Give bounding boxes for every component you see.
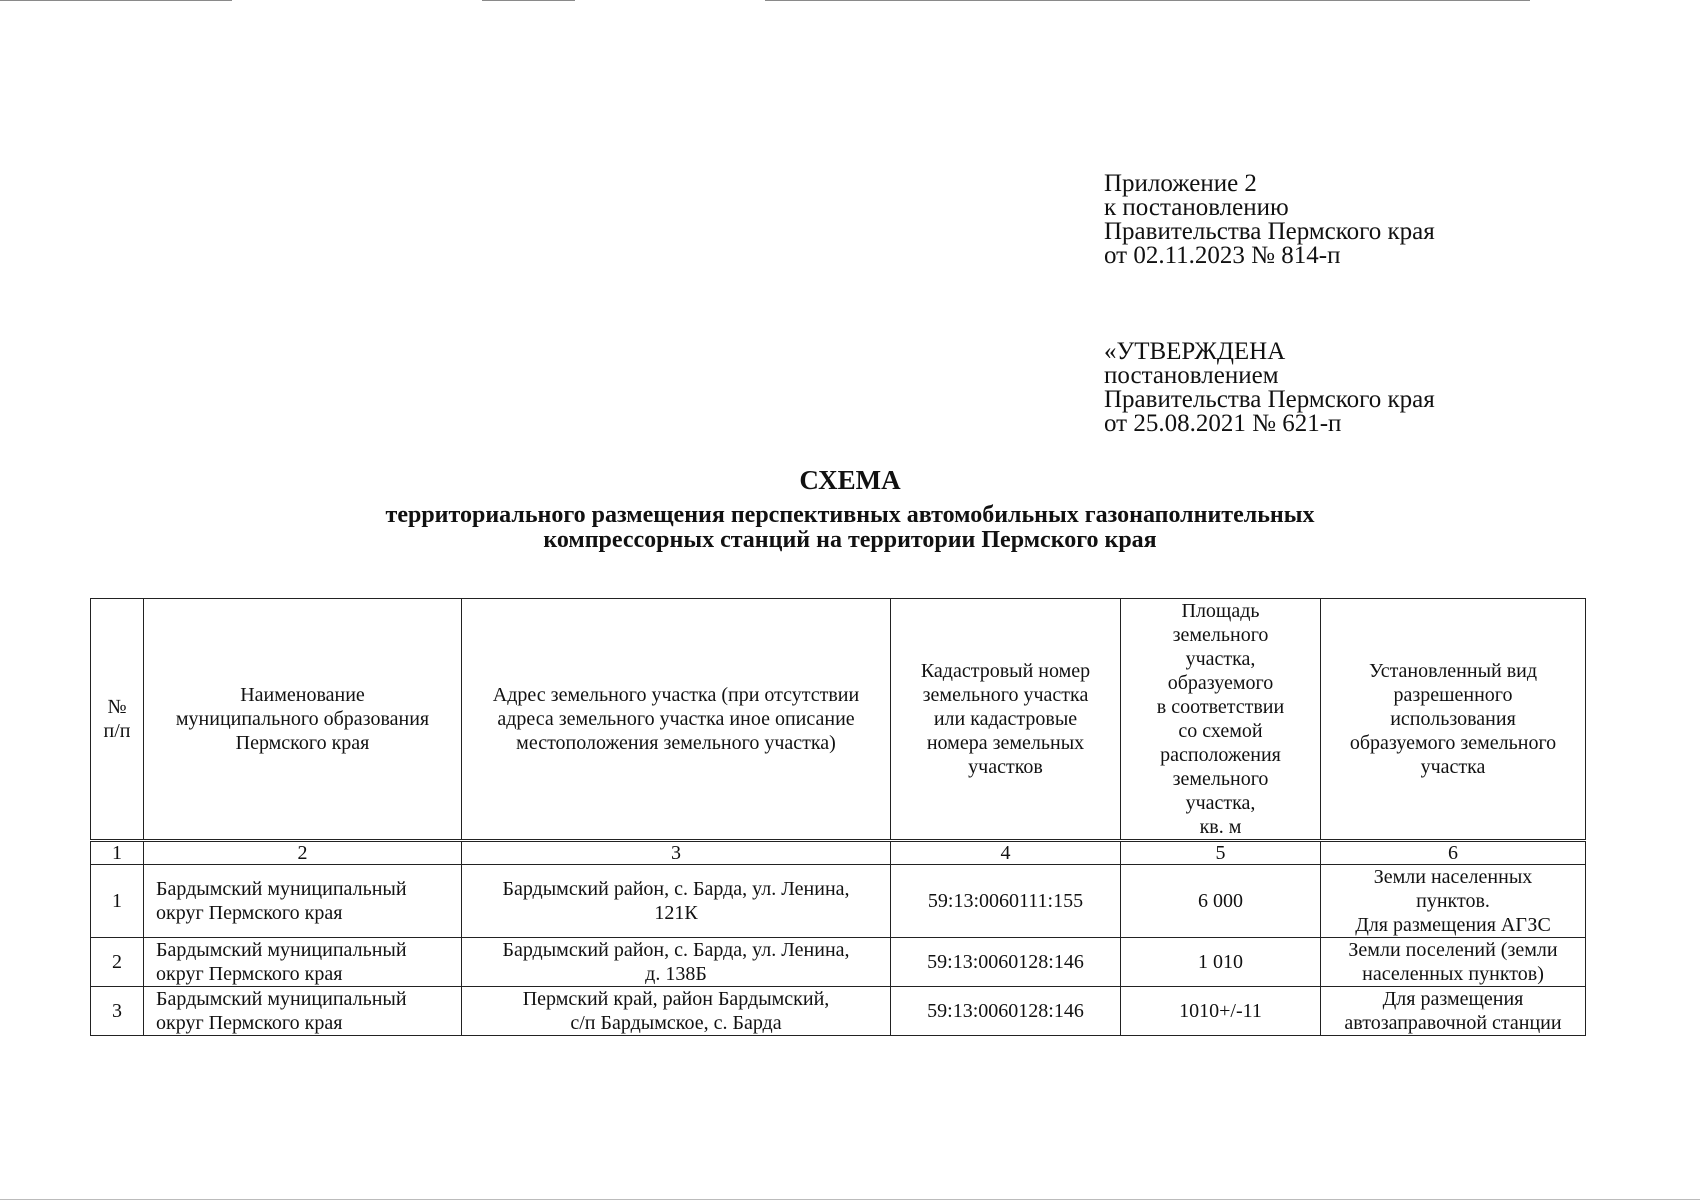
appendix-reference bbox=[1104, 172, 1435, 268]
row-municipality: Бардымский муниципальный округ Пермского края bbox=[144, 865, 462, 938]
column-number: 1 bbox=[91, 841, 144, 865]
header-usage: Установленный вид разрешенного использования образуемого земельного участка bbox=[1321, 599, 1586, 841]
row-usage: Для размещения автозаправочной станции bbox=[1321, 987, 1586, 1036]
header-municipality: Наименование муниципального образования Пермского края bbox=[144, 599, 462, 841]
scan-edge-top bbox=[0, 0, 1530, 1]
approval-line: Правительства Пермского края bbox=[1104, 386, 1435, 413]
row-cadastral: 59:13:0060111:155 bbox=[891, 865, 1121, 938]
document-subtitle bbox=[0, 503, 1700, 553]
row-area: 1010+/-11 bbox=[1121, 987, 1321, 1036]
row-address: Бардымский район, с. Барда, ул. Ленина, 121К bbox=[462, 865, 891, 938]
column-number: 5 bbox=[1121, 841, 1321, 865]
column-number: 2 bbox=[144, 841, 462, 865]
row-number: 1 bbox=[91, 865, 144, 938]
row-cadastral: 59:13:0060128:146 bbox=[891, 938, 1121, 987]
subtitle-line: компрессорных станций на территории Пермского края bbox=[543, 527, 1157, 553]
header-area: Площадь земельного участка, образуемого в соответствии со схемой расположения земельного участка, кв. м bbox=[1121, 599, 1321, 841]
column-number: 6 bbox=[1321, 841, 1586, 865]
table-row bbox=[91, 987, 1586, 1036]
column-number: 4 bbox=[891, 841, 1121, 865]
approval-line: «УТВЕРЖДЕНА bbox=[1104, 338, 1286, 365]
appendix-line: от 02.11.2023 № 814-п bbox=[1104, 242, 1341, 269]
header-cadastral: Кадастровый номер земельного участка или кадастровые номера земельных участков bbox=[891, 599, 1121, 841]
header-address: Адрес земельного участка (при отсутствии адреса земельного участка иное описание местоположения земельного участка) bbox=[462, 599, 891, 841]
appendix-line: Приложение 2 bbox=[1104, 170, 1257, 197]
row-address: Пермский край, район Бардымский, с/п Бардымское, с. Барда bbox=[462, 987, 891, 1036]
row-usage: Земли населенных пунктов. Для размещения АГЗС bbox=[1321, 865, 1586, 938]
row-number: 2 bbox=[91, 938, 144, 987]
table-header-row bbox=[91, 599, 1586, 841]
row-cadastral: 59:13:0060128:146 bbox=[891, 987, 1121, 1036]
appendix-line: к постановлению bbox=[1104, 194, 1289, 221]
scan-edge-gap bbox=[575, 0, 765, 1]
column-number: 3 bbox=[462, 841, 891, 865]
approval-reference bbox=[1104, 340, 1435, 436]
row-area: 6 000 bbox=[1121, 865, 1321, 938]
document-title: СХЕМА bbox=[799, 465, 901, 495]
row-municipality: Бардымский муниципальный округ Пермского края bbox=[144, 987, 462, 1036]
table-row bbox=[91, 865, 1586, 938]
approval-line: от 25.08.2021 № 621-п bbox=[1104, 410, 1342, 437]
row-area: 1 010 bbox=[1121, 938, 1321, 987]
row-number: 3 bbox=[91, 987, 144, 1036]
appendix-line: Правительства Пермского края bbox=[1104, 218, 1435, 245]
approval-line: постановлением bbox=[1104, 362, 1279, 389]
row-usage: Земли поселений (земли населенных пунктов) bbox=[1321, 938, 1586, 987]
column-number-row bbox=[91, 841, 1586, 865]
subtitle-line: территориального размещения перспективных автомобильных газонаполнительных bbox=[385, 502, 1315, 528]
table-row bbox=[91, 938, 1586, 987]
row-address: Бардымский район, с. Барда, ул. Ленина, д. 138Б bbox=[462, 938, 891, 987]
scan-edge-gap bbox=[232, 0, 482, 1]
header-number: № п/п bbox=[91, 599, 144, 841]
row-municipality: Бардымский муниципальный округ Пермского края bbox=[144, 938, 462, 987]
stations-table bbox=[90, 598, 1586, 1036]
